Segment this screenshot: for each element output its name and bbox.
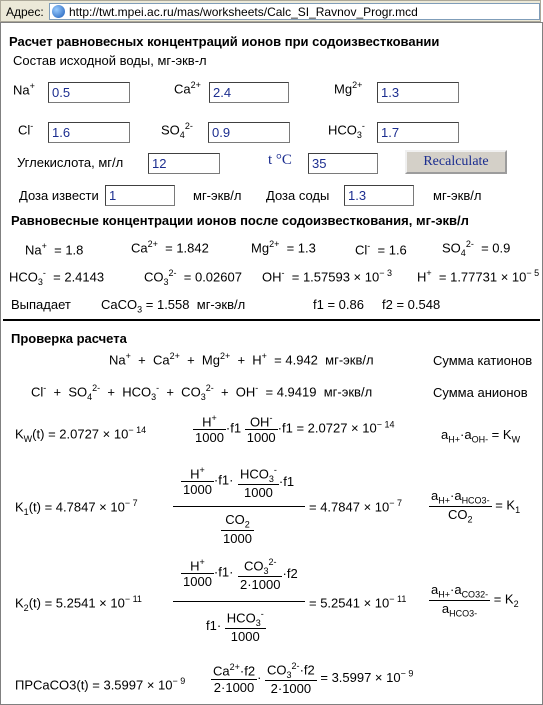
eq-mg: $Mg^{2+} = 1.3$ bbox=[251, 239, 316, 256]
so4-input[interactable] bbox=[208, 122, 290, 143]
equilibrium-title: Равновесные концентрации ионов после содоизвесткования, мг-экв/л bbox=[11, 213, 469, 228]
k2-value: $K_2(t) = 5.2541 \times 10^{- 11}$ bbox=[15, 594, 142, 613]
k1-fraction-bar bbox=[173, 506, 305, 507]
eq-hco3: $HCO_3^- = 2.4143$ bbox=[9, 268, 105, 287]
cl-input[interactable] bbox=[48, 122, 130, 143]
k1-value: $K_1(t) = 4.7847 \times 10^{- 7}$ bbox=[15, 498, 138, 517]
mg-label: $Mg^{2+}$ bbox=[334, 80, 363, 97]
k2-numerator-h: $\frac{H^+}{1000}$ ·f1· bbox=[183, 557, 234, 590]
kw-check-expr: $\frac{H^+}{1000}$ ·f1 $\frac{OH^-}{1000}$ $\cdot f1 = 2.0727 \times 10^{- 14}$ bbox=[195, 413, 395, 446]
co2-input[interactable] bbox=[148, 153, 220, 174]
hco3-label: $HCO_3^-$ bbox=[328, 121, 365, 140]
precipitate-caco3: CaCO$_3$ = 1.558 мг-экв/л bbox=[101, 297, 246, 315]
pr-caco3-value: ПРCaCO3(t) = $3.5997 \times 10^{- 9}$ bbox=[15, 676, 186, 693]
eq-so4: $SO_4^{2-} = 0.9$ bbox=[442, 239, 511, 258]
eq-cl: Cl- = 1.6 bbox=[355, 241, 407, 258]
co2-label: Углекислота, мг/л bbox=[17, 155, 124, 170]
anion-sum-expr: $Cl^- + SO_4^{2-} + HCO_3^- + CO_3^{2-} + OH^- = 4.9419$ мг-экв/л bbox=[31, 383, 373, 402]
address-input[interactable] bbox=[49, 3, 540, 20]
lime-dose-unit: мг-экв/л bbox=[193, 188, 242, 203]
soda-dose-input[interactable] bbox=[344, 185, 414, 206]
worksheet-page bbox=[0, 22, 543, 705]
k2-numerator-co3: $\frac{CO_3^{2-}}{2\cdot 1000}$ ·f2 bbox=[240, 557, 298, 592]
so4-label: $SO_4^{2-}$ bbox=[161, 121, 193, 140]
lime-dose-input[interactable] bbox=[105, 185, 175, 206]
temp-input[interactable] bbox=[308, 153, 378, 174]
k1-numerator-h: $\frac{H^+}{1000}$ ·f1· bbox=[183, 465, 234, 498]
f1-value: f1 = 0.86 bbox=[313, 297, 364, 312]
k2-definition: $\frac{a_{H+}\cdot a_{CO32-}}{a_{HCO3-}}$ = $K_2$ bbox=[431, 582, 519, 619]
page-title: Расчет равновесных концентраций ионов при содоизвестковании bbox=[9, 34, 440, 49]
k2-fraction-bar bbox=[173, 601, 305, 602]
eq-h: $H^+ = 1.77731 \times 10^{- 5}$ bbox=[417, 268, 540, 285]
precipitate-label: Выпадает bbox=[11, 297, 71, 312]
f2-value: f2 = 0.548 bbox=[382, 297, 441, 312]
anion-sum-label: Сумма анионов bbox=[433, 385, 528, 400]
ca-input[interactable] bbox=[209, 82, 289, 103]
hco3-input[interactable] bbox=[377, 122, 459, 143]
k2-result: = $5.2541 \times 10^{- 11}$ bbox=[309, 594, 407, 611]
kw-definition: $a_{H+}\cdot a_{OH-} = K_W$ bbox=[441, 427, 521, 445]
eq-co3: $CO_3^{2-} = 0.02607$ bbox=[144, 268, 242, 287]
na-label: Na+ bbox=[13, 81, 35, 98]
temp-label: t °C bbox=[268, 152, 292, 168]
k1-numerator-hco3: $\frac{HCO_3^-}{1000}$ ·f1 bbox=[240, 465, 295, 500]
recalculate-button[interactable]: Recalculate bbox=[405, 150, 507, 174]
cation-sum-expr: $Na^+ + Ca^{2+} + Mg^{2+} + H^+ = 4.942$ мг-экв/л bbox=[109, 351, 374, 368]
k1-result: = $4.7847 \times 10^{- 7}$ bbox=[309, 498, 403, 515]
eq-na: Na+ = 1.8 bbox=[25, 241, 84, 258]
na-input[interactable] bbox=[48, 82, 130, 103]
cation-sum-label: Сумма катионов bbox=[433, 353, 533, 368]
k2-denominator: f1· $\frac{HCO_3^-}{1000}$ bbox=[206, 609, 264, 644]
k1-denominator: $\frac{CO_2}{1000}$ bbox=[223, 512, 252, 546]
soda-dose-label: Доза соды bbox=[266, 188, 330, 203]
soda-dose-unit: мг-экв/л bbox=[433, 188, 482, 203]
cl-label: Cl- bbox=[18, 121, 34, 138]
ie-page-icon bbox=[52, 5, 65, 18]
water-composition-label: Состав исходной воды, мг-экв-л bbox=[13, 53, 207, 68]
eq-ca: $Ca^{2+} = 1.842$ bbox=[131, 239, 209, 256]
address-bar bbox=[0, 0, 541, 22]
section-divider bbox=[3, 319, 540, 321]
pr-check-expr: $\frac{Ca^{2+}\cdot f2}{2\cdot 1000}$ · $\frac{CO_3^{2-}\cdot f2}{2\cdot 1000}$ = $3.5997 \times 10^{- 9}$ bbox=[213, 661, 414, 696]
eq-oh: $OH^- = 1.57593 \times 10^{- 3}$ bbox=[262, 268, 392, 285]
k1-definition: $\frac{a_{H+}\cdot a_{HCO3-}}{CO_2}$ = $K_1$ bbox=[431, 488, 521, 525]
lime-dose-label: Доза извести bbox=[19, 188, 99, 203]
address-url[interactable]: http://twt.mpei.ac.ru/mas/worksheets/Calc_SI_Ravnov_Progr.mcd bbox=[69, 5, 418, 19]
check-title: Проверка расчета bbox=[11, 331, 127, 346]
kw-value: $K_W(t) = 2.0727 \times 10^{- 14}$ bbox=[15, 425, 147, 444]
ca-label: $Ca^{2+}$ bbox=[174, 80, 201, 97]
mg-input[interactable] bbox=[377, 82, 459, 103]
address-label: Адрес: bbox=[6, 5, 44, 19]
